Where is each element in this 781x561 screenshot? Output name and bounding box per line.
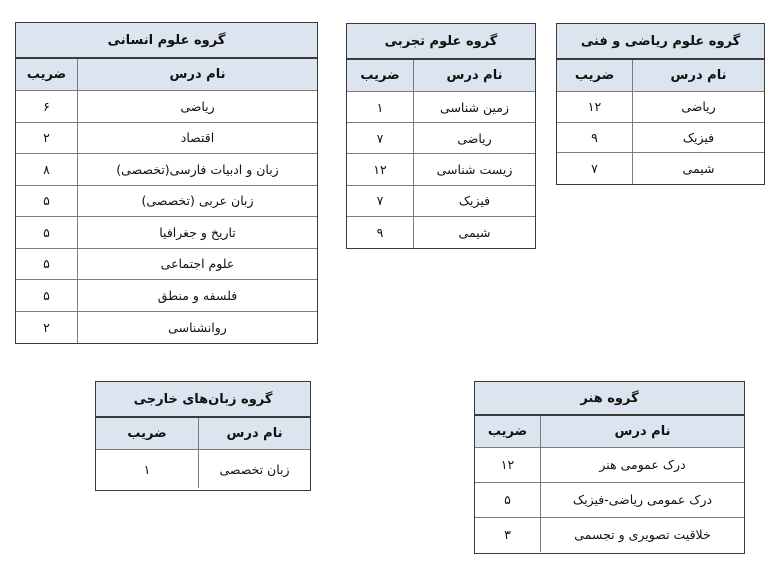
table-title: گروه هنر: [475, 382, 744, 416]
table-row: [557, 92, 764, 123]
course-name-cell: ریاضی: [77, 91, 317, 122]
coefficient-cell: ۵: [43, 224, 50, 240]
course-name-cell: شیمی: [632, 153, 764, 184]
table-body: [557, 92, 764, 184]
course-name-cell: فیزیک: [632, 123, 764, 153]
coefficient-cell: ۸: [43, 161, 50, 177]
course-name-cell: خلاقیت تصویری و تجسمی: [540, 518, 744, 553]
table-row: [475, 518, 744, 553]
course-name-cell: زیست شناسی: [413, 154, 535, 184]
column-header-name: نام درس: [198, 418, 310, 449]
table-body: [96, 450, 310, 488]
course-name-cell: تاریخ و جغرافیا: [77, 217, 317, 248]
coefficient-cell: ۳: [504, 527, 511, 543]
table-title: گروه علوم تجربی: [347, 24, 535, 60]
table-row: [475, 448, 744, 483]
table-body: [475, 448, 744, 552]
table-zaban: [95, 381, 311, 491]
column-header-coef: ضریب: [360, 68, 400, 83]
coefficient-cell: ۱: [376, 99, 384, 115]
course-name-cell: زبان تخصصی: [198, 450, 310, 488]
table-row: [475, 483, 744, 518]
course-name-cell: درک عمومی ریاضی-فیزیک: [540, 483, 744, 517]
coefficient-cell: ۲: [43, 319, 50, 335]
column-header-name: نام درس: [77, 59, 317, 90]
coefficient-cell: ۱۲: [373, 161, 387, 177]
table-header-row: [96, 418, 310, 450]
table-row: [96, 450, 310, 488]
table-body: [347, 92, 535, 248]
table-row: [16, 123, 317, 155]
table-header-row: [557, 60, 764, 92]
course-name-cell: زبان و ادبیات فارسی(تخصصی): [77, 154, 317, 185]
table-row: [16, 91, 317, 123]
coefficient-cell: ۹: [591, 129, 598, 145]
coefficient-cell: ۲: [43, 130, 50, 146]
course-name-cell: شیمی: [413, 217, 535, 248]
course-name-cell: ریاضی: [413, 123, 535, 153]
table-row: [347, 123, 535, 154]
coefficient-cell: ۱: [143, 461, 151, 477]
column-header-coef: ضریب: [574, 68, 615, 83]
table-row: [16, 186, 317, 218]
course-name-cell: علوم اجتماعی: [77, 249, 317, 280]
coefficient-cell: ۷: [591, 160, 598, 176]
table-row: [557, 123, 764, 154]
table-riazi: [556, 23, 765, 185]
table-ensani: [15, 22, 318, 344]
coefficient-cell: ۶: [43, 98, 50, 114]
table-tajrobi: [346, 23, 536, 249]
table-row: [347, 154, 535, 185]
column-header-name: نام درس: [413, 60, 535, 91]
coefficient-cell: ۵: [504, 492, 511, 508]
column-header-coef: ضریب: [127, 426, 167, 441]
table-title: گروه علوم ریاضی و فنی: [557, 24, 764, 60]
table-row: [16, 312, 317, 344]
course-name-cell: درک عمومی هنر: [540, 448, 744, 482]
table-row: [347, 186, 535, 217]
table-row: [16, 154, 317, 186]
table-row: [16, 249, 317, 281]
table-title: گروه زبان‌های خارجی: [96, 382, 310, 418]
table-honar: [474, 381, 745, 554]
course-name-cell: زمین شناسی: [413, 92, 535, 122]
course-name-cell: اقتصاد: [77, 123, 317, 154]
table-row: [347, 217, 535, 248]
course-name-cell: فیزیک: [413, 186, 535, 216]
column-header-coef: ضریب: [26, 67, 67, 82]
table-row: [16, 280, 317, 312]
coefficient-cell: ۹: [376, 224, 384, 240]
coefficient-cell: ۱۲: [500, 457, 515, 473]
table-title: گروه علوم انسانی: [16, 23, 317, 59]
table-row: [557, 153, 764, 184]
coefficient-cell: ۷: [376, 193, 384, 209]
coefficient-cell: ۱۲: [587, 99, 602, 115]
course-name-cell: روانشناسی: [77, 312, 317, 344]
coefficient-cell: ۵: [43, 287, 50, 303]
table-header-row: [16, 59, 317, 91]
course-name-cell: ریاضی: [632, 92, 764, 122]
column-header-coef: ضریب: [487, 424, 528, 439]
coefficient-cell: ۵: [43, 256, 50, 272]
table-row: [16, 217, 317, 249]
table-header-row: [475, 416, 744, 448]
table-header-row: [347, 60, 535, 92]
table-row: [347, 92, 535, 123]
coefficient-cell: ۷: [376, 130, 384, 146]
column-header-name: نام درس: [540, 416, 744, 447]
coefficient-cell: ۵: [43, 193, 50, 209]
course-name-cell: زبان عربی (تخصصی): [77, 186, 317, 217]
table-body: [16, 91, 317, 343]
column-header-name: نام درس: [632, 60, 764, 91]
course-name-cell: فلسفه و منطق: [77, 280, 317, 311]
